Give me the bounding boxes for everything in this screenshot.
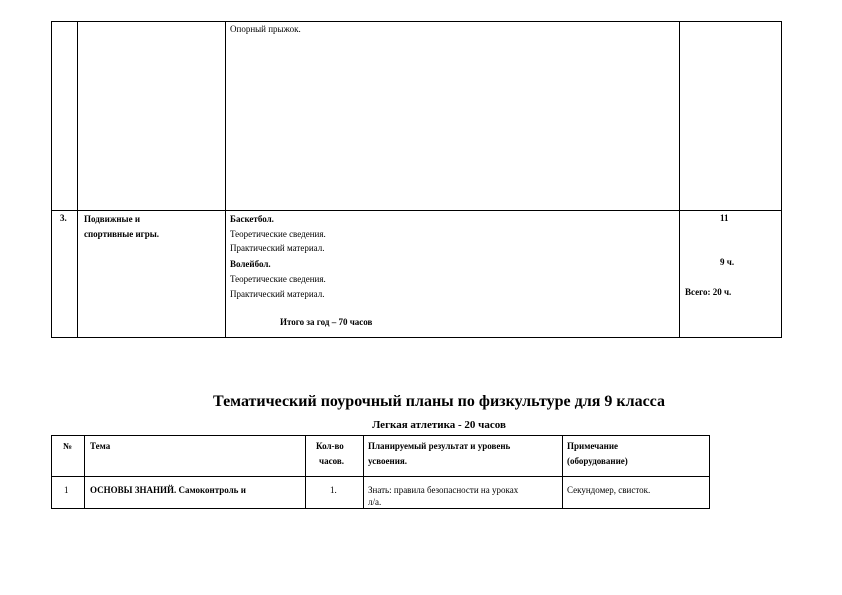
bottom-table-border-bottom <box>51 508 709 509</box>
content-line: Теоретические сведения. <box>230 229 326 239</box>
header-count: Кол-во <box>316 441 344 451</box>
bottom-table-col-line <box>305 435 306 509</box>
content-line: Практический материал. <box>230 243 325 253</box>
content-line: Баскетбол. <box>230 214 274 224</box>
hours-value: 11 <box>720 213 729 223</box>
bottom-table-col-line <box>363 435 364 509</box>
content-line: Теоретические сведения. <box>230 274 326 284</box>
hours-total: Всего: 20 ч. <box>685 287 732 297</box>
content-line: Волейбол. <box>230 259 271 269</box>
bottom-table-col-line <box>51 435 52 509</box>
cell-num: 1 <box>64 485 69 495</box>
header-note: (оборудование) <box>567 456 628 466</box>
row-number: 3. <box>60 213 67 223</box>
section-name: Подвижные и <box>84 214 141 224</box>
cell-result: л/а. <box>368 497 382 507</box>
top-table-border-bottom <box>51 337 782 338</box>
content-cell-text: Опорный прыжок. <box>230 24 301 34</box>
top-table-row-divider <box>51 210 782 211</box>
header-count: часов. <box>319 456 344 466</box>
header-topic: Тема <box>90 441 111 451</box>
header-note: Примечание <box>567 441 619 451</box>
hours-value: 9 ч. <box>720 257 735 267</box>
top-table-border-top <box>51 21 782 22</box>
cell-count: 1. <box>330 485 337 495</box>
section-name: спортивные игры. <box>84 229 160 239</box>
page-title: Тематический поурочный планы по физкультуре для 9 класса <box>213 393 665 410</box>
top-table-col-line <box>679 21 680 338</box>
bottom-table-col-line <box>709 435 710 509</box>
header-result: Планируемый результат и уровень <box>368 441 511 451</box>
cell-result: Знать: правила безопасности на уроках <box>368 485 519 495</box>
bottom-table-col-line <box>562 435 563 509</box>
content-line: Практический материал. <box>230 289 325 299</box>
bottom-table-col-line <box>84 435 85 509</box>
top-table-col-line <box>781 21 782 338</box>
cell-topic: ОСНОВЫ ЗНАНИЙ. Самоконтроль и <box>90 485 246 495</box>
bottom-table-row-divider <box>51 476 709 477</box>
top-table-col-line <box>51 21 52 338</box>
header-result: усвоения. <box>368 456 408 466</box>
cell-note: Секундомер, свисток. <box>567 485 651 495</box>
bottom-table-border-top <box>51 435 709 436</box>
page-subtitle: Легкая атлетика - 20 часов <box>372 419 506 431</box>
header-num: № <box>63 441 73 451</box>
top-table-col-line <box>225 21 226 338</box>
year-total: Итого за год – 70 часов <box>280 317 373 327</box>
top-table-col-line <box>77 21 78 338</box>
